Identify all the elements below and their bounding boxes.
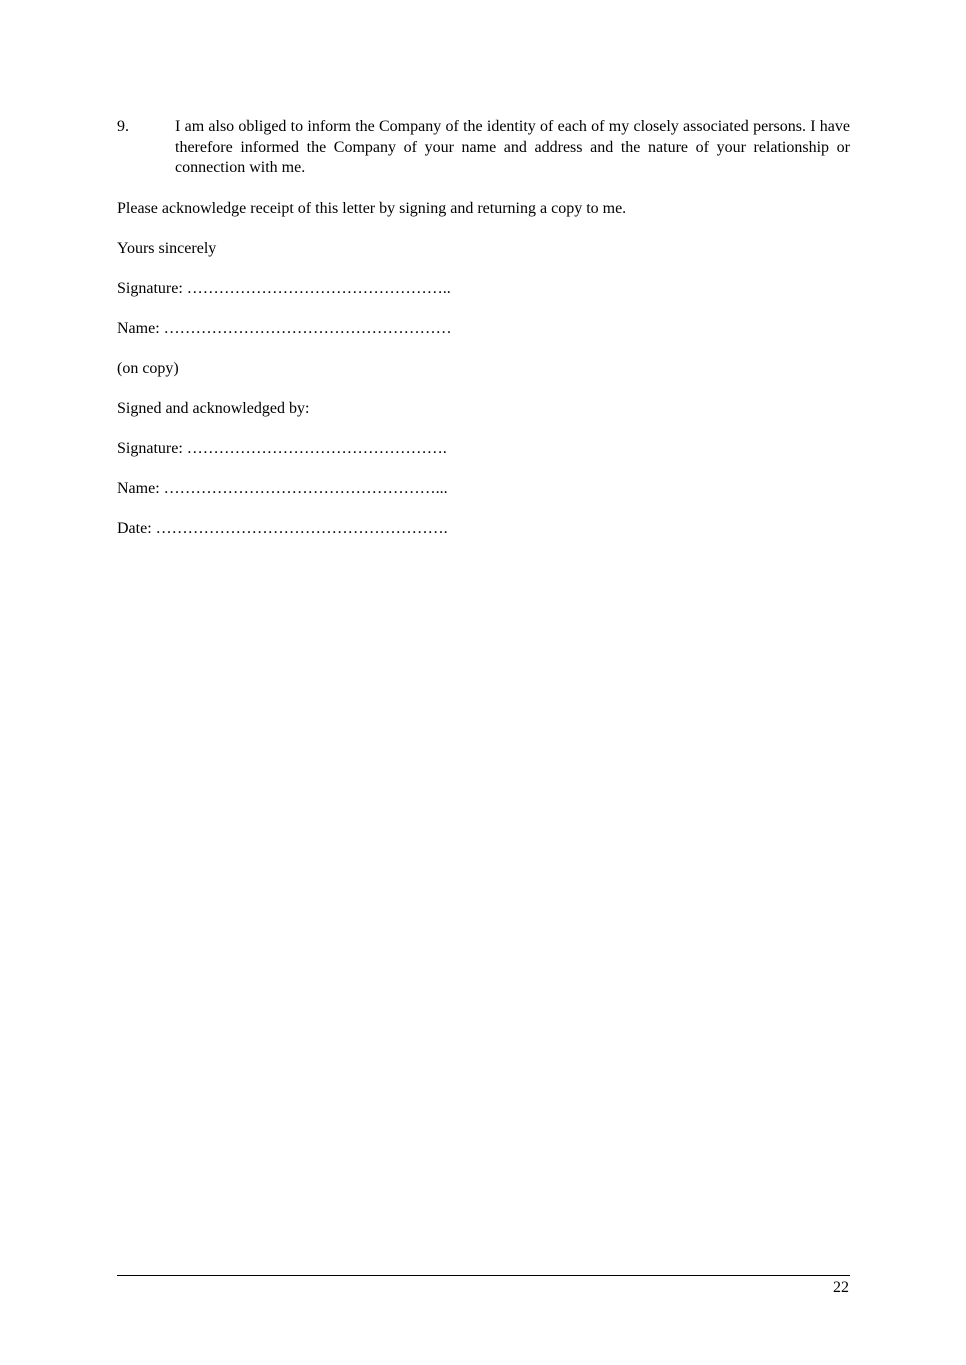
sender-name-line: Name: ………………………………………………	[117, 320, 452, 337]
page-number: 22	[833, 1279, 849, 1296]
acknowledged-by-label: Signed and acknowledged by:	[117, 400, 310, 417]
recipient-name-line: Name: ……………………………………………...	[117, 480, 448, 497]
clause-9	[117, 117, 850, 179]
footer-divider	[117, 1275, 850, 1276]
clause-number: 9.	[117, 118, 129, 135]
clause-text: I am also obliged to inform the Company of the identity of each of my closely associated persons. I have therefore informed the Company of your name and address and the nature of your relationship or connection with me.	[175, 118, 850, 176]
copy-note: (on copy)	[117, 360, 179, 377]
sender-signature-line: Signature: …………………………………………..	[117, 280, 451, 297]
recipient-signature-line: Signature: ………………………………………….	[117, 440, 447, 457]
recipient-date-line: Date: ……………………………………………….	[117, 520, 448, 537]
acknowledge-request: Please acknowledge receipt of this letter by signing and returning a copy to me.	[117, 200, 627, 217]
closing: Yours sincerely	[117, 240, 217, 257]
